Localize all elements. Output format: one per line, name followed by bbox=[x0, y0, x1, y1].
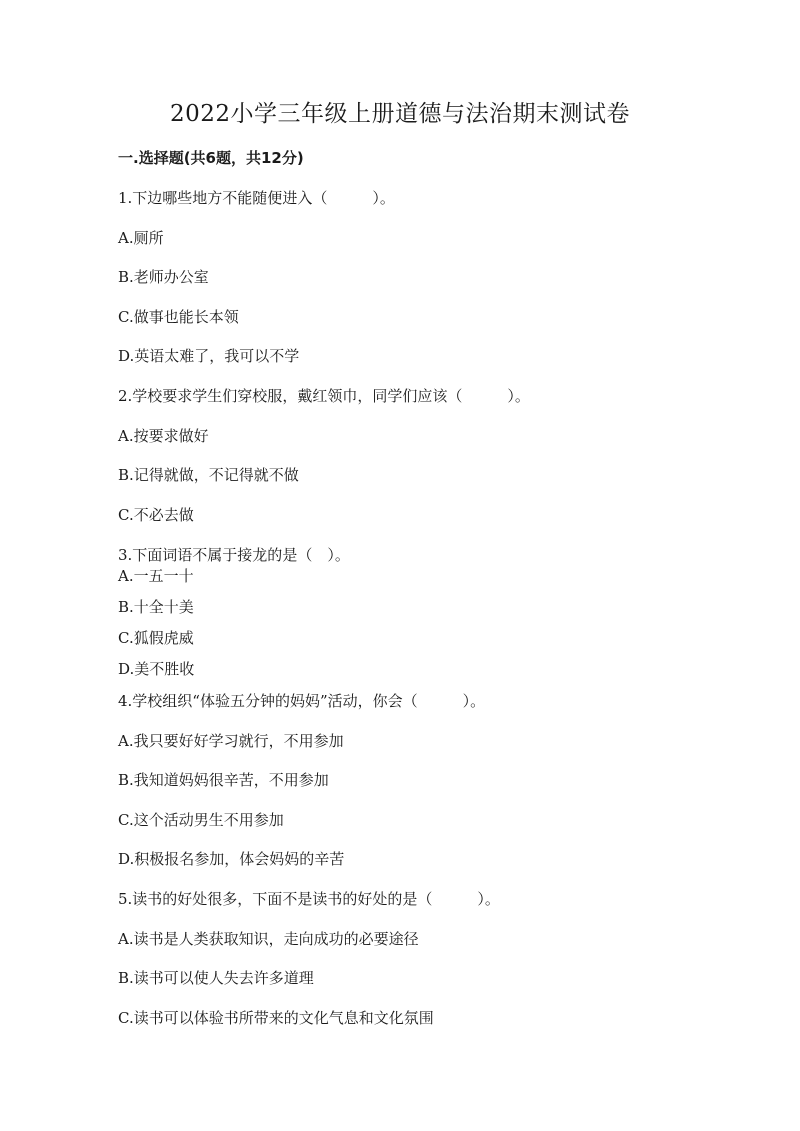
answer-option: B.记得就做，不记得就不做 bbox=[118, 466, 299, 484]
answer-option: B.老师办公室 bbox=[118, 268, 209, 286]
question-stem: 4.学校组织“体验五分钟的妈妈”活动，你会（ ）。 bbox=[118, 692, 486, 710]
page-title: 2022小学三年级上册道德与法治期末测试卷 bbox=[169, 101, 631, 127]
answer-option: C.不必去做 bbox=[118, 506, 194, 524]
answer-option: C.做事也能长本领 bbox=[118, 308, 239, 326]
section-heading: 一.选择题(共6题，共12分) bbox=[118, 149, 304, 167]
answer-option: C.读书可以体验书所带来的文化气息和文化氛围 bbox=[118, 1009, 434, 1027]
question-stem: 3.下面词语不属于接龙的是（ ）。 bbox=[118, 546, 350, 564]
answer-option: B.读书可以使人失去许多道理 bbox=[118, 969, 314, 987]
answer-option: D.美不胜收 bbox=[118, 660, 195, 678]
answer-option: A.一五一十 bbox=[118, 567, 194, 585]
question-stem: 5.读书的好处很多，下面不是读书的好处的是（ ）。 bbox=[118, 890, 500, 908]
answer-option: D.积极报名参加，体会妈妈的辛苦 bbox=[118, 850, 345, 868]
answer-option: C.这个活动男生不用参加 bbox=[118, 811, 284, 829]
answer-option: A.厕所 bbox=[118, 229, 164, 247]
answer-option: A.读书是人类获取知识，走向成功的必要途径 bbox=[118, 930, 419, 948]
answer-option: D.英语太难了，我可以不学 bbox=[118, 347, 300, 365]
answer-option: A.我只要好好学习就行，不用参加 bbox=[118, 732, 344, 750]
question-stem: 1.下边哪些地方不能随便进入（ ）。 bbox=[118, 189, 395, 207]
answer-option: A.按要求做好 bbox=[118, 427, 209, 445]
question-stem: 2.学校要求学生们穿校服，戴红领巾，同学们应该（ ）。 bbox=[118, 387, 530, 405]
answer-option: C.狐假虎威 bbox=[118, 629, 194, 647]
answer-option: B.我知道妈妈很辛苦，不用参加 bbox=[118, 771, 329, 789]
answer-option: B.十全十美 bbox=[118, 598, 194, 616]
